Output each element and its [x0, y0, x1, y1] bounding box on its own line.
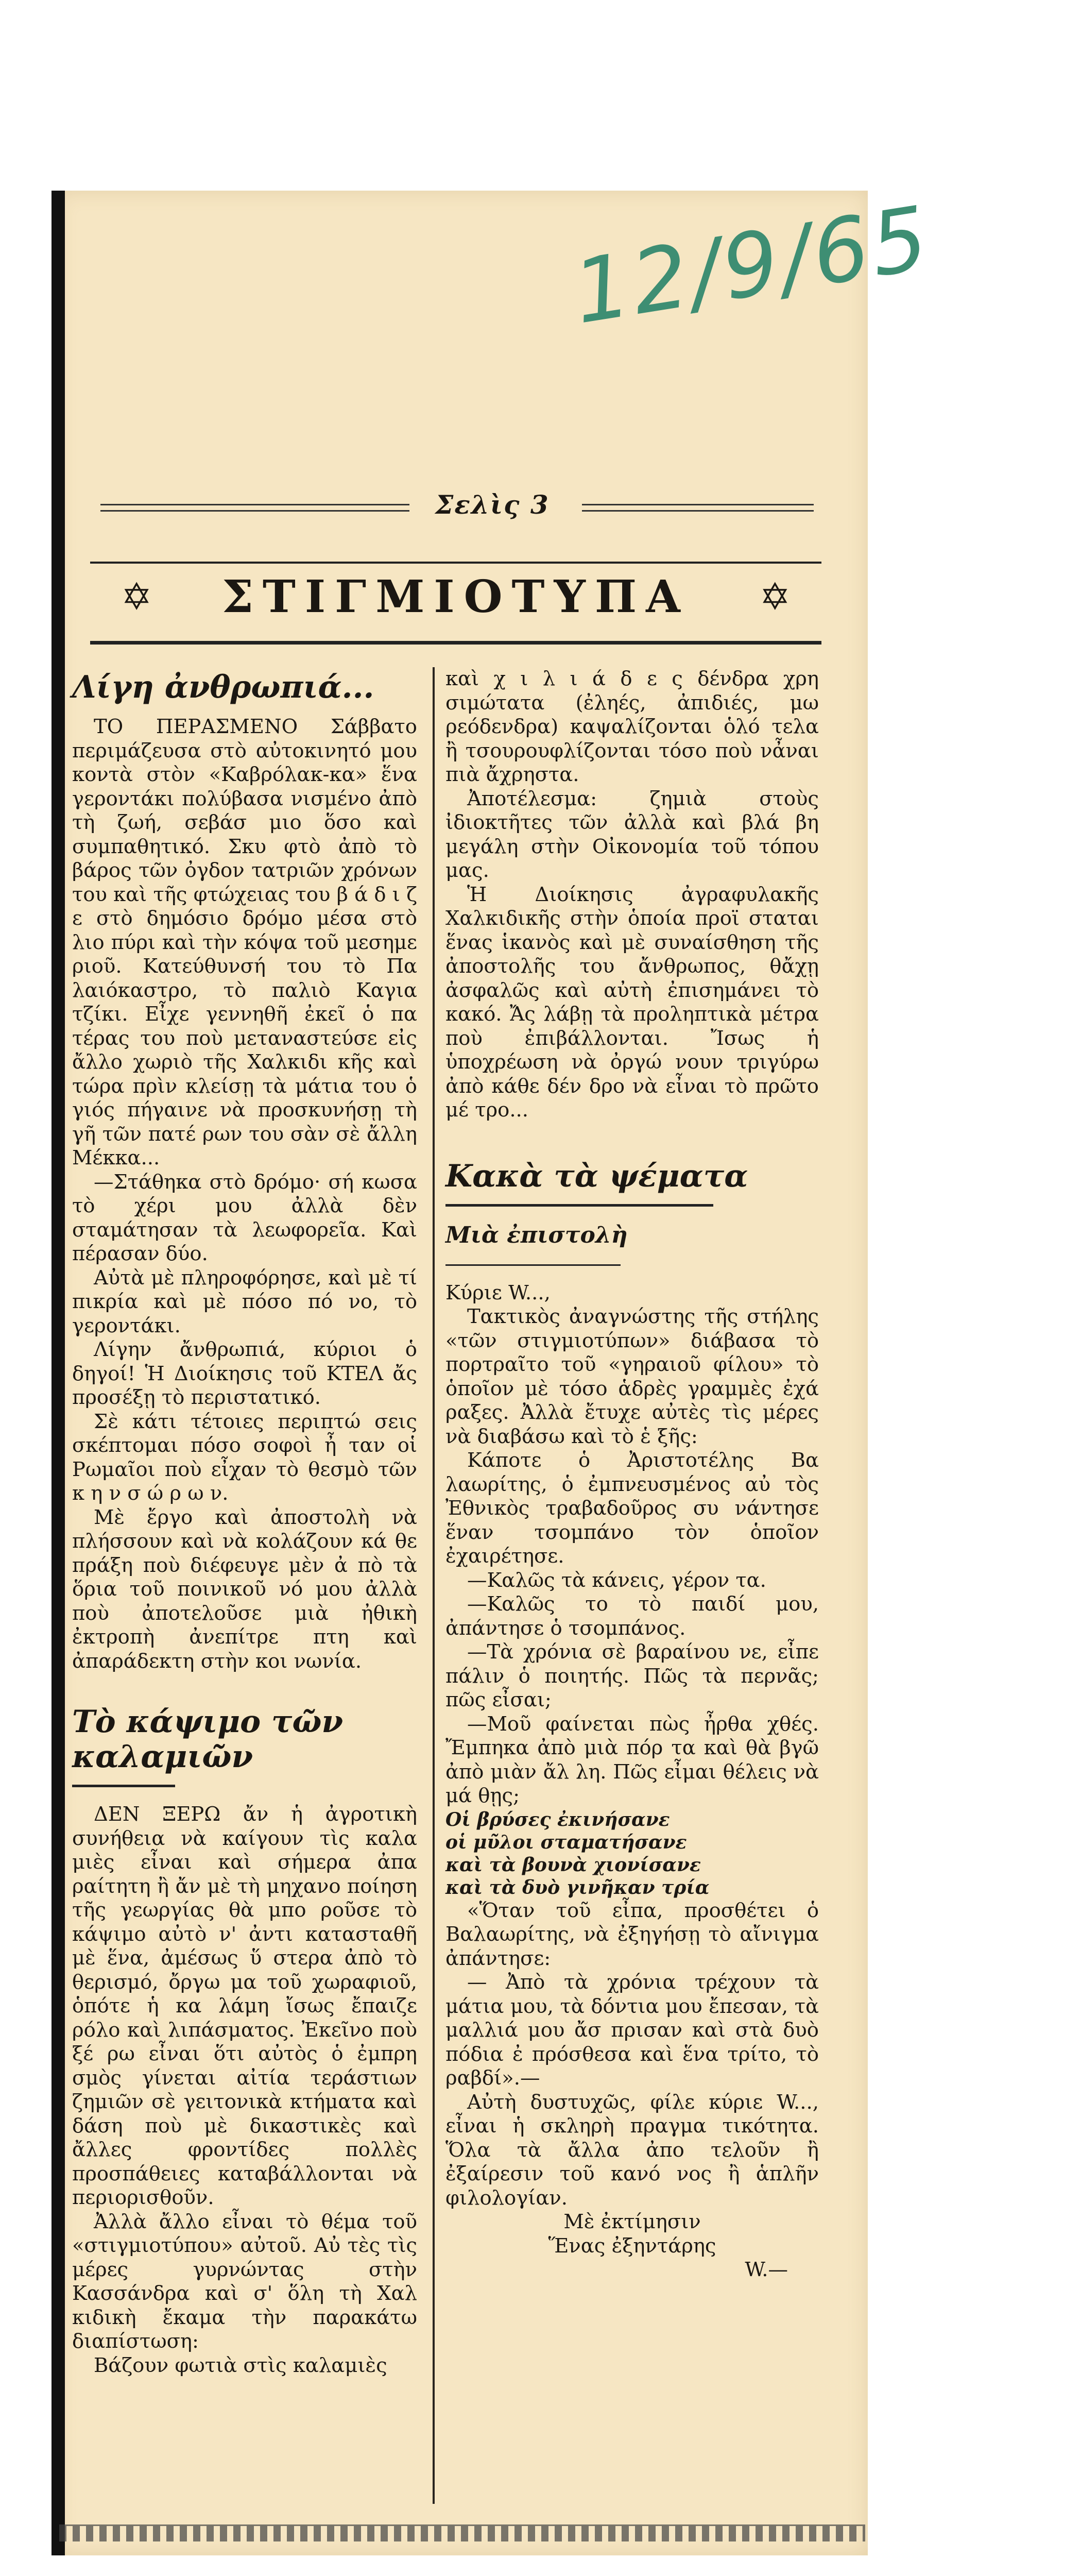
article-paragraph: Κάποτε ὁ Ἀριστοτέλης Βα λαωρίτης, ὁ ἐμπνευσμένος αὐ τὸς Ἐθνικὸς τραβαδοῦρος συ νάντησε ἕναν τσομπάνο τὸν ὁποῖον ἐχαιρέτησε.: [445, 1449, 819, 1568]
article-title: Τὸ κάψιμο τῶν καλαμιῶν: [72, 1704, 344, 1775]
article-paragraph: ΔΕΝ ΞΕΡΩ ἄν ἡ ἀγροτικὴ συνήθεια νὰ καίγουν τὶς καλα μιὲς εἶναι καὶ σήμερα ἀπα ραίτητη ἢ ἄν μὲ τὴ μηχανο ποίηση τῆς γεωργίας θὰ μπο ροῦσε τὸ κάψιμο αὐτὸ ν' ἀντι κατασταθῆ μὲ ἕνα, ἀμέσως ὕ στερα ἀπὸ τὸ θερισμό, ὄργω μα τοῦ χωραφιοῦ, ὁπότε ἡ κα λάμη ἴσως ἔπαιζε ρόλο καὶ λιπάσματος. Ἐκεῖνο ποὺ ξέ ρω εἶναι ὅτι αὐτὸς ὁ ἐμπρη σμὸς γίνεται αἰτία τεράστιων ζημιῶν σὲ γειτονικὰ κτήματα καὶ δάση ποὺ μὲ δικαστικὲς καὶ ἄλλες φροντίδες πολλὲς προσπάθειες καταβάλλονται νὰ περιορισθοῦν.: [72, 1803, 417, 2209]
article-paragraph: Μὲ ἔργο καὶ ἀποστολὴ νὰ πλήσσουν καὶ νὰ κολάζουν κά θε πράξη ποὺ διέφευγε μὲν ἀ πὸ τὰ ὅρια τοῦ ποινικοῦ νό μου ἀλλὰ ποὺ ἀποτελοῦσε μιὰ ἠθικὴ ἐκτροπὴ ἀνεπίτρε πτη καὶ ἀπαράδεκτη στὴν κοι νωνία.: [72, 1505, 417, 1673]
column-divider: [433, 667, 435, 2504]
article-title: Κακὰ τὰ ψέματα: [445, 1158, 748, 1194]
article-paragraph: —Στάθηκα στὸ δρόμο· σή κωσα τὸ χέρι μου ἀλλὰ δὲν σταμάτησαν τὰ λεωφορεῖα. Καὶ πέρασαν δύο.: [72, 1170, 417, 1265]
reply-signature: W.—: [745, 2258, 788, 2281]
title-rule: [445, 1204, 713, 1207]
article-paragraph: Ἀλλὰ ἄλλο εἶναι τὸ θέμα τοῦ «στιγμιοτύπου» αὐτοῦ. Αὐ τὲς τὶς μέρες γυρνώντας στὴν Κασσάνδρα καὶ σ' ὅλη τὴ Χαλ κιδικὴ ἔκαμα τὴν παρακάτω διαπίστωση:: [72, 2210, 417, 2353]
letter-salutation: Κύριε W...,: [445, 1281, 551, 1304]
clipping-edge: [52, 191, 65, 2555]
article-paragraph: Λίγην ἄνθρωπιά, κύριοι ὁ δηγοί! Ἡ Διοίκησις τοῦ ΚΤΕΛ ἄς προσέξῃ τὸ περιστατικό.: [72, 1338, 417, 1409]
poem-line: καὶ τὰ δυὸ γινῆκαν τρία: [445, 1876, 710, 1899]
article-paragraph: —Καλῶς τὰ κάνεις, γέρον τα.: [467, 1568, 766, 1592]
article-paragraph: Ἡ Διοίκησις ἀγραφυλακῆς Χαλκιδικῆς στὴν ὁποία προϊ σταται ἕνας ἱκανὸς καὶ μὲ συναίσθηση τῆς ἀποστολῆς του ἄνθρωπος, θἄχῃ ἀσφαλῶς καὶ αὐτὴ ἐπισημάνει τὸ κακό. Ἄς λάβῃ τὰ προληπτικὰ μέτρα ποὺ ἐπιβάλλονται. Ἴσως ἡ ὑποχρέωση νὰ ὀργώ νουν τριγύρω ἀπὸ κάθε δέν δρο νὰ εἶναι τὸ πρῶτο μέ τρο...: [445, 883, 819, 1122]
page-marker-rule-right: [582, 504, 814, 505]
right-column: [445, 667, 819, 2282]
article-paragraph: —Τὰ χρόνια σὲ βαραίνου νε, εἶπε πάλιν ὁ ποιητής. Πῶς τὰ περνᾶς; πῶς εἶσαι;: [445, 1640, 819, 1711]
star-icon-left: ✡: [121, 575, 152, 618]
handwritten-date: 12/9/65: [567, 187, 938, 344]
article-paragraph: καὶ χ ι λ ι ά δ ε ς δένδρα χρη σιμώτατα (ἐληές, ἀπιδιές, μω ρεόδενδρα) καψαλίζονται ὁλό τελα ἢ τσουρουφλίζονται τόσο ποὺ νἆναι πιὰ ἄχρηστα.: [445, 667, 819, 786]
article-paragraph: Βάζουν φωτιὰ στὶς καλαμιὲς: [94, 2353, 387, 2377]
article-title: Λίγη ἀνθρωπιά...: [72, 669, 374, 705]
article-paragraph: Αὐτὴ δυστυχῶς, φίλε κύριε W..., εἶναι ἡ σκληρὴ πραγμα τικότητα. Ὅλα τὰ ἄλλα ἀπο τελοῦν ἢ ἐξαίρεσιν τοῦ κανό νος ἢ ἁπλῆν φιλολογίαν.: [445, 2090, 819, 2210]
letter-closing: Μὲ ἐκτίμησιν: [563, 2210, 701, 2233]
article-paragraph: Τακτικὸς ἀναγνώστης τῆς στήλης «τῶν στιγμιοτύπων» διάβασα τὸ πορτραῖτο τοῦ «γηραιοῦ φίλου» τὸ ὁποῖον μὲ τόσο ἁδρὲς γραμμὲς ἐχά ραξες. Ἀλλὰ ἔτυχε αὐτὲς τὶς μέρες νὰ διαβάσω καὶ τὸ ἑ ξῆς:: [445, 1305, 819, 1448]
poem-line: Οἱ βρύσες ἐκινήσανε: [445, 1808, 670, 1831]
poem: [445, 1808, 819, 1899]
page-marker-rule-right-2: [582, 510, 814, 512]
column-masthead: [90, 562, 821, 645]
article-paragraph: Σὲ κάτι τέτοιες περιπτώ σεις σκέπτομαι πόσο σοφοὶ ἦ ταν οἱ Ρωμαῖοι ποὺ εἶχαν τὸ θεσμὸ τῶν κ η ν σ ώ ρ ω ν.: [72, 1410, 417, 1505]
article-paragraph: ΤΟ ΠΕΡΑΣΜΕΝΟ Σάββατο περιμάζευσα στὸ αὐτοκινητό μου κοντὰ στὸν «Καβρόλακ-κα» ἕνα γεροντάκι πολύβασα νισμένο ἀπὸ τὴ ζωή, σεβάσ μιο ὅσο καὶ συμπαθητικό. Σκυ φτὸ ἀπὸ τὸ βάρος τῶν ὀγδον τατριῶν χρόνων του καὶ τῆς φτώχειας του β ά δ ι ζ ε στὸ δημόσιο δρόμο μέσα στὸ λιο πύρι καὶ τὴν κόψα τοῦ μεσημε ριοῦ. Κατεύθυνσή του τὸ Πα λαιόκαστρο, τὸ παλιὸ Καγια τζίκι. Εἶχε γεννηθῆ ἐκεῖ ὁ πα τέρας του ποὺ μεταναστεύσε εἰς ἄλλο χωριὸ τῆς Χαλκιδι κῆς καὶ τώρα πρὶν κλείσῃ τὰ μάτια του ὁ γιός πήγαινε νὰ προσκυνήσῃ τὴ γῆ τῶν πατέ ρων του σὰν σὲ ἄλλη Μέκκα...: [72, 715, 417, 1170]
letter-signer: Ἕνας ἐξηντάρης: [548, 2234, 716, 2258]
poem-line: οἱ μῦλοι σταματήσανε: [445, 1831, 687, 1853]
masthead-title: ΣΤΙΓΜΙΟΤΥΠΑ: [222, 571, 690, 623]
article-subtitle: Μιὰ ἐπιστολὴ: [445, 1222, 628, 1248]
page-marker-rule-left-2: [100, 510, 409, 512]
title-rule: [72, 1785, 175, 1787]
page-number: Σελὶς 3: [435, 489, 550, 520]
article-paragraph: —Καλῶς το τὸ παιδί μου, ἀπάντησε ὁ τσομπάνος.: [445, 1592, 819, 1640]
page-marker: [100, 489, 814, 520]
article-paragraph: —Μοῦ φαίνεται πὼς ἦρθα χθές. Ἔμπηκα ἀπὸ μιὰ πόρ τα καὶ θὰ βγῶ ἀπὸ μιὰν ἄλ λη. Πῶς εἶμαι θέλεις νὰ μά θῃς;: [445, 1712, 819, 1807]
article-paragraph: Ἀποτέλεσμα: ζημιὰ στοὺς ἰδιοκτῆτες τῶν ἀλλὰ καὶ βλά βη μεγάλη στὴν Οἰκονομία τοῦ τόπου μας.: [445, 787, 819, 882]
subtitle-rule: [445, 1264, 621, 1266]
decorative-border: [59, 2524, 865, 2541]
article-paragraph: — Ἀπὸ τὰ χρόνια τρέχουν τὰ μάτια μου, τὰ δόντια μου ἔπεσαν, τὰ μαλλιά μου ἄσ πρισαν καὶ στὰ δυὸ πόδια ἐ πρόσθεσα καὶ ἕνα τρίτο, τὸ ραβδί».—: [445, 1971, 819, 2090]
page-marker-rule-left: [100, 504, 409, 505]
star-icon-right: ✡: [759, 575, 791, 618]
left-column: [72, 670, 417, 2378]
article-paragraph: Αὐτὰ μὲ πληροφόρησε, καὶ μὲ τί πικρία καὶ μὲ πόσο πό νο, τὸ γεροντάκι.: [72, 1266, 417, 1337]
article-paragraph: «Ὅταν τοῦ εἶπα, προσθέτει ὁ Βαλαωρίτης, νὰ ἐξηγήσῃ τὸ αἴνιγμα ἀπάντησε:: [445, 1899, 819, 1970]
poem-line: καὶ τὰ βουνὰ χιονίσανε: [445, 1854, 701, 1876]
